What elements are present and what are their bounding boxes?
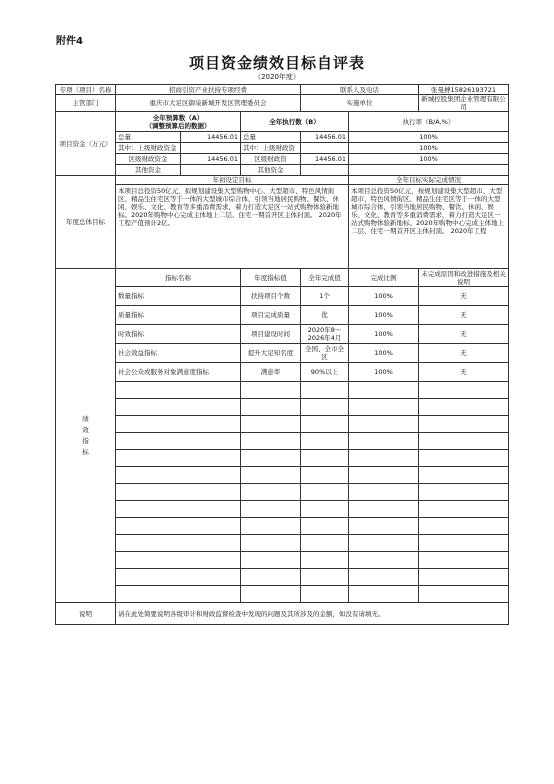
goals-actual-text: 本项目总投资50亿元，按规划建设集大型超市、大型超市、特色风情街区、精品生住宅区等于一体的大型城市综合体，引领当地居民购物、餐饮、休闲、娱乐、文化、教育等多重消费需求，着力打造大足区一站式购物体验新地标。2020年购物中心完成主体地上二层、住宅一期首开区主体封顶。 2020年工程 [349,185,509,269]
exec-value: 14456.01 [301,154,349,165]
perf-blank-row [56,501,509,518]
impl-label: 实施单位 [301,95,419,112]
perf-name: 数量指标 [116,287,241,306]
funds-header-row [56,112,509,132]
perf-blank-row [56,518,509,535]
budget-value [181,165,241,176]
goals-text-row [56,185,509,269]
budget-label: 总量 [116,132,181,143]
perf-blank-row [56,416,509,433]
perf-name: 质量指标 [116,306,241,325]
perf-blank-row [56,552,509,569]
perf-note: 无 [419,344,509,363]
perf-name: 社会效益指标 [116,344,241,363]
perf-blank-row [56,399,509,416]
exec-rate: 100% [349,132,509,143]
budget-label: 其他资金 [116,165,181,176]
perf-ratio: 100% [349,325,419,344]
project-name-value: 招商引资产业扶持专项经费 [116,85,301,95]
perf-row [56,287,509,306]
remark-label: 说明 [56,603,116,625]
perf-header-row [56,269,509,287]
perf-blank-row [56,586,509,603]
perf-actual: 90%以上 [301,363,349,382]
page-title: 项目资金绩效目标自评表 [188,54,365,72]
perf-label: 绩 效 指 标 [56,269,116,603]
project-name-row [56,85,509,95]
perf-blank-row [56,382,509,399]
contact-label: 联系人及电话 [301,85,419,95]
exec-rate: 100% [349,154,509,165]
perf-header-name: 指标名称 [116,269,241,287]
perf-target: 项目完成质量 [241,306,301,325]
budget-label: 区级财政资金 [116,154,181,165]
perf-blank-row [56,484,509,501]
exec-value: 14456.01 [301,132,349,143]
perf-note: 无 [419,306,509,325]
budget-header-line1: 全年预算数（A） [152,113,204,122]
perf-blank-row [56,433,509,450]
perf-ratio: 100% [349,344,419,363]
exec-label: 区级财政资 [241,154,301,165]
exec-value [301,165,349,176]
perf-actual: 优 [301,306,349,325]
perf-name: 时效指标 [116,325,241,344]
perf-blank-row [56,535,509,552]
report-year: （2020年度） [254,73,300,81]
dept-value: 重庆市大足区御泉新城开发区管理委员会 [116,95,301,112]
perf-blank-row [56,467,509,484]
goals-header-row [56,176,509,185]
perf-row [56,325,509,344]
perf-header-target: 年度指标值 [241,269,301,287]
perf-note: 无 [419,363,509,382]
exec-rate [349,165,509,176]
funds-row [56,132,509,143]
funds-row [56,143,509,154]
perf-row [56,306,509,325]
rate-header: 执行率（B/A,%） [349,112,509,132]
perf-target: 满意率 [241,363,301,382]
remark-row [56,603,509,625]
exec-label: 其他资金 [241,165,301,176]
perf-blank-row [56,569,509,586]
goals-set-text: 本项目总投资50亿元，拟规划建设集大型购物中心、大型超市、特色风情街区、精品生住宅区等于一体的大型城市综合体，引领当地居民购物、餐饮、休闲、娱乐、文化、教育等多重消费需求，着力打造大足区一站式购物体验新地标。2020年购物中心完成主体地上二层、住宅一期首开区主体封顶。 2020年工程产值预计2亿。 [116,185,349,269]
goals-label: 年度总体目标 [56,176,116,269]
perf-target: 项目建设时间 [241,325,301,344]
budget-label: 其中：上级财政资金 [116,143,181,154]
exec-label: 总量 [241,132,301,143]
dept-label: 主管部门 [56,95,116,112]
perf-target: 提升大足知名度 [241,344,301,363]
budget-value: 14456.01 [181,132,241,143]
perf-ratio: 100% [349,363,419,382]
perf-actual: 全国、全市全区 [301,344,349,363]
impl-value: 新城控股集团企业管理有限公司 [419,95,509,112]
perf-blank-row [56,450,509,467]
perf-row [56,344,509,363]
remark-text: 请在此处简要说明各级审计和财政监督检查中发现的问题及其所涉及的金额，如没有请填无。 [116,603,509,625]
evaluation-table [55,84,508,625]
perf-actual: 1个 [301,287,349,306]
attachment-number: 附件4 [56,36,83,47]
funds-row [56,165,509,176]
goals-actual-header: 全年目标实际完成情况 [349,176,509,185]
perf-header-note: 未完成原因和改进措施及相关说明 [419,269,509,287]
exec-label: 其中：上级财政资 [241,143,301,154]
budget-value: 14456.01 [181,154,241,165]
perf-name: 社会公众或服务对象满意度指标 [116,363,241,382]
budget-header [116,112,241,132]
perf-header-actual: 全年完成值 [301,269,349,287]
funds-label: 项目资金（万元） [56,112,116,176]
budget-header-line2: （调整预算后的数据） [145,121,211,130]
perf-actual: 2020年8～2026年4月 [301,325,349,344]
dept-row [56,95,509,112]
exec-header: 全年执行数（B） [241,112,349,132]
perf-header-ratio: 完成比例 [349,269,419,287]
perf-target: 扶持项目个数 [241,287,301,306]
goals-set-header: 年初设定目标 [116,176,349,185]
budget-value [181,143,241,154]
perf-ratio: 100% [349,306,419,325]
perf-ratio: 100% [349,287,419,306]
funds-row [56,154,509,165]
perf-row [56,363,509,382]
exec-rate: 100% [349,143,509,154]
project-name-label: 专项（项目）名称 [56,85,116,95]
perf-note: 无 [419,287,509,306]
perf-note: 无 [419,325,509,344]
exec-value [301,143,349,154]
contact-value: 张曼搏15826193721 [419,85,509,95]
